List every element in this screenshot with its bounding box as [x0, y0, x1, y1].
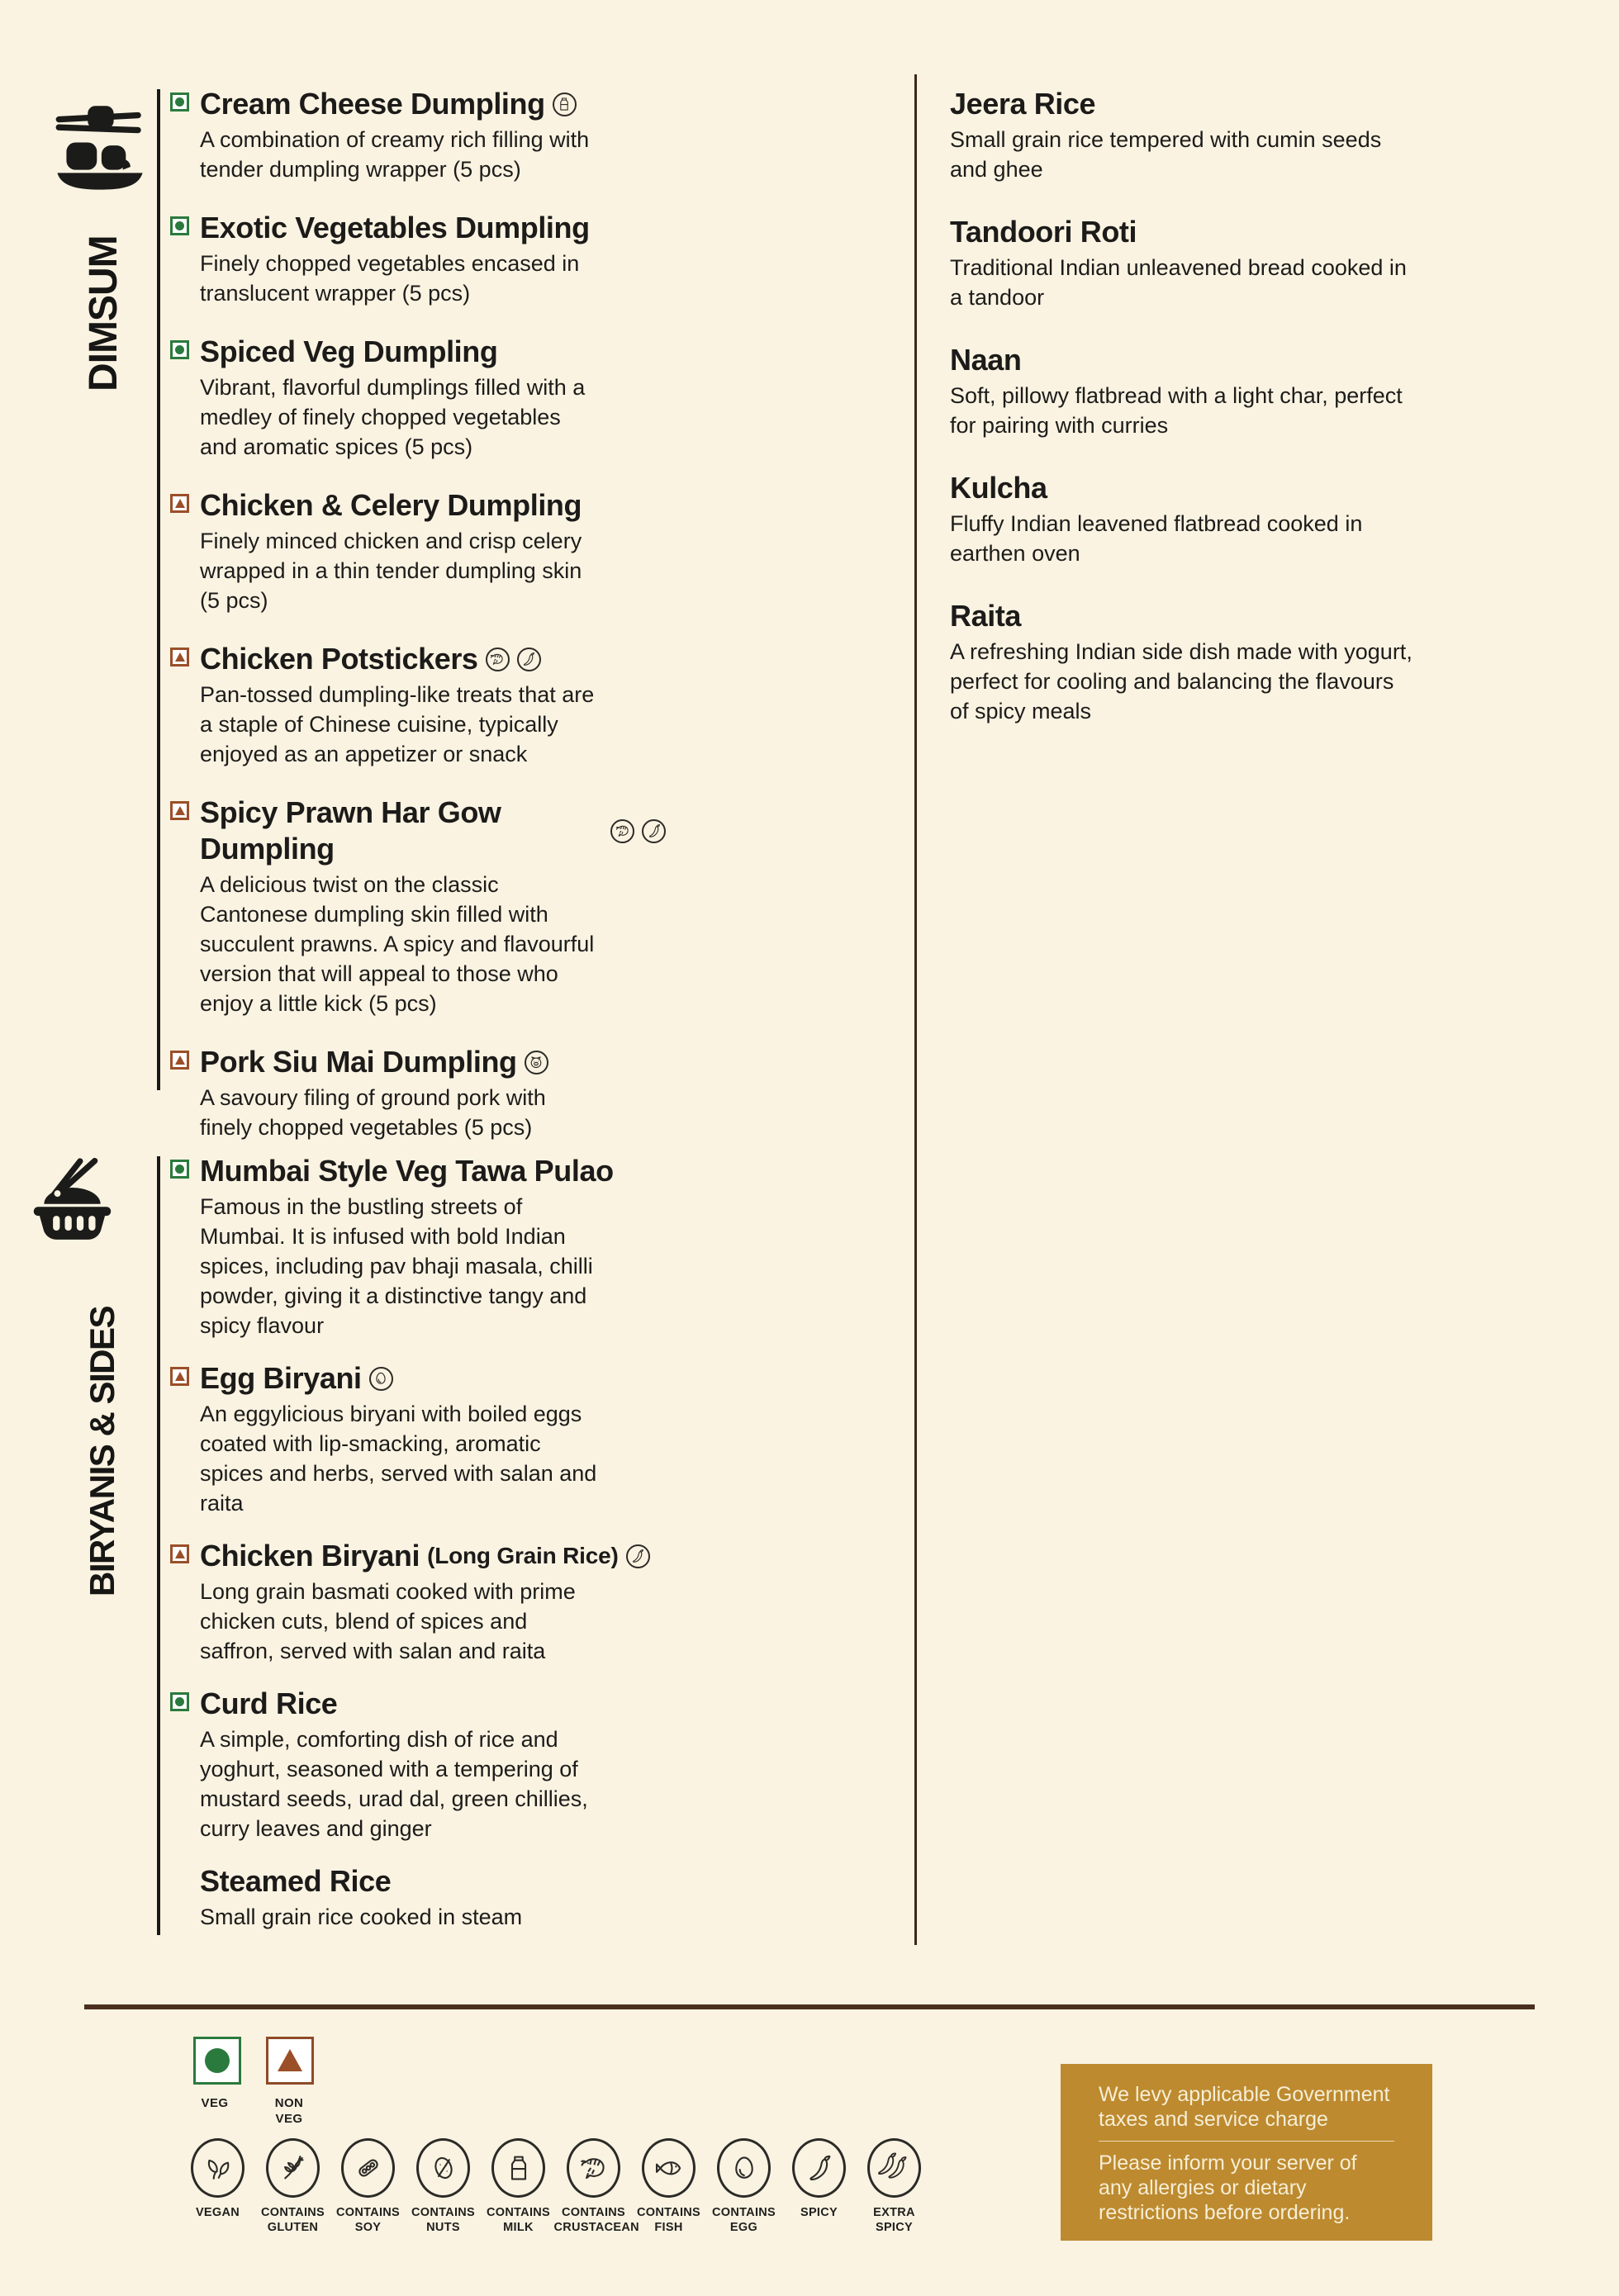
- gluten-icon: [266, 2138, 320, 2198]
- legend-extra-spicy: EXTRA SPICY: [857, 2138, 932, 2235]
- menu-item-raita: [950, 598, 1429, 726]
- note-divider: [1099, 2141, 1394, 2142]
- contains-crustacean-icon: [610, 819, 634, 843]
- allergen-legend: [180, 2138, 932, 2235]
- menu-item-kulcha: [950, 470, 1429, 568]
- non-veg-indicator: [170, 494, 189, 513]
- nuts-icon: [416, 2138, 470, 2198]
- menu-item-naan: [950, 342, 1429, 440]
- item-description: Long grain basmati cooked with prime chicken cuts, blend of spices and saffron, served with salan and raita: [200, 1579, 576, 1663]
- item-name: Chicken Biryani (Long Grain Rice): [200, 1538, 666, 1574]
- legend-contains-crustacean: CONTAINS CRUSTACEAN: [556, 2138, 631, 2235]
- spicy-icon: [642, 819, 666, 843]
- dimsum-items: [170, 86, 666, 1168]
- legend-contains-soy: CONTAINS SOY: [330, 2138, 406, 2235]
- menu-item-steamed-rice: [170, 1863, 666, 1932]
- non-veg-legend-symbol: [266, 2037, 314, 2085]
- menu-item-chicken-potstickers: [170, 641, 666, 769]
- sides-right-items: [950, 86, 1429, 756]
- section-label-dimsum: DIMSUM: [82, 235, 126, 391]
- non-veg-indicator: [170, 1544, 189, 1563]
- menu-item-tandoori-roti: [950, 214, 1429, 312]
- extra-spicy-icon: [867, 2138, 921, 2198]
- legend-spicy: SPICY: [781, 2138, 857, 2235]
- item-name: Egg Biryani: [200, 1360, 666, 1397]
- vegan-icon: [191, 2138, 245, 2198]
- item-description: A refreshing Indian side dish made with yogurt, perfect for cooling and balancing the flavours of spicy meals: [950, 639, 1412, 723]
- dimsum-plate-icon: [51, 101, 149, 193]
- item-description: A simple, comforting dish of rice and yoghurt, seasoned with a tempering of mustard seeds, urad dal, green chillies, curry leaves and ginger: [200, 1727, 588, 1841]
- non-veg-indicator: [170, 801, 189, 820]
- item-description: Vibrant, flavorful dumplings filled with a medley of finely chopped vegetables and aromatic spices (5 pcs): [200, 375, 586, 459]
- dimsum-section-line: [157, 89, 160, 1090]
- spicy-icon: [792, 2138, 846, 2198]
- menu-item-cream-cheese-dumpling: [170, 86, 666, 184]
- menu-item-jeera-rice: [950, 86, 1429, 184]
- biryanis-items: [170, 1153, 666, 1952]
- legend-contains-gluten: CONTAINS GLUTEN: [255, 2138, 330, 2235]
- veg-indicator: [170, 340, 189, 359]
- item-name: Chicken Potstickers: [200, 641, 666, 677]
- egg-icon: [717, 2138, 771, 2198]
- item-name: Exotic Vegetables Dumpling: [200, 211, 590, 244]
- item-subname: (Long Grain Rice): [427, 1543, 619, 1568]
- item-description: Fluffy Indian leavened flatbread cooked in earthen oven: [950, 511, 1363, 566]
- contains-milk-icon: [553, 93, 577, 116]
- soy-icon: [341, 2138, 395, 2198]
- menu-item-curd-rice: [170, 1686, 666, 1843]
- menu-item-spiced-veg-dumpling: [170, 334, 666, 462]
- menu-item-chicken-celery-dumpling: [170, 487, 666, 615]
- menu-item-mumbai-veg-tawa-pulao: [170, 1153, 666, 1340]
- item-name: Chicken & Celery Dumpling: [200, 488, 582, 522]
- veg-indicator: [170, 93, 189, 111]
- item-description: A savoury filing of ground pork with finely chopped vegetables (5 pcs): [200, 1085, 546, 1140]
- item-description: Finely chopped vegetables encased in translucent wrapper (5 pcs): [200, 251, 580, 306]
- right-column-divider: [914, 74, 917, 1945]
- item-description: An eggylicious biryani with boiled eggs coated with lip-smacking, aromatic spices and herbs, served with salan and raita: [200, 1402, 597, 1516]
- item-description: Famous in the bustling streets of Mumbai. It is infused with bold Indian spices, including pav bhaji masala, chilli powder, giving it a distinctive tangy and spicy flavour: [200, 1194, 593, 1338]
- non-veg-legend-label: NON VEG: [274, 2096, 304, 2126]
- tax-note: We levy applicable Government taxes and service charge: [1099, 2083, 1390, 2131]
- item-name: Jeera Rice: [950, 87, 1096, 121]
- item-name: Pork Siu Mai Dumpling: [200, 1044, 666, 1080]
- menu-item-egg-biryani: [170, 1360, 666, 1518]
- veg-indicator: [170, 1160, 189, 1179]
- item-name: Tandoori Roti: [950, 215, 1137, 249]
- veg-indicator: [170, 1692, 189, 1711]
- crustacean-icon: [567, 2138, 620, 2198]
- menu-item-exotic-vegetables-dumpling: [170, 210, 666, 308]
- legend-contains-fish: CONTAINS FISH: [631, 2138, 706, 2235]
- veg-legend-symbol: [193, 2037, 241, 2085]
- contains-pork-icon: [525, 1051, 548, 1074]
- biryanis-section-line: [157, 1156, 160, 1935]
- item-description: Traditional Indian unleavened bread cooked in a tandoor: [950, 255, 1407, 310]
- non-veg-indicator: [170, 648, 189, 667]
- non-veg-indicator: [170, 1051, 189, 1070]
- item-name: Spicy Prawn Har Gow Dumpling: [200, 795, 666, 867]
- item-name: Mumbai Style Veg Tawa Pulao: [200, 1154, 614, 1188]
- fish-icon: [642, 2138, 696, 2198]
- milk-icon: [491, 2138, 545, 2198]
- menu-item-pork-siu-mai: [170, 1044, 666, 1142]
- menu-item-chicken-biryani: [170, 1538, 666, 1666]
- item-description: A delicious twist on the classic Cantonese dumpling skin filled with succulent prawns. A spicy and flavourful version that will appeal to those who enjoy a little kick (5 pcs): [200, 872, 595, 1016]
- spicy-icon: [517, 648, 541, 671]
- allergy-note: Please inform your server of any allergies or dietary restrictions before ordering.: [1099, 2151, 1357, 2224]
- item-description: Pan-tossed dumpling-like treats that are a staple of Chinese cuisine, typically enjoyed as an appetizer or snack: [200, 682, 595, 766]
- item-name: Kulcha: [950, 471, 1047, 505]
- footer-divider: [84, 2004, 1535, 2009]
- spicy-icon: [626, 1544, 650, 1568]
- veg-legend-label: VEG: [201, 2096, 229, 2110]
- item-name: Steamed Rice: [200, 1864, 392, 1898]
- legend-contains-egg: CONTAINS EGG: [706, 2138, 781, 2235]
- section-label-biryanis-and-sides: BIRYANIS & SIDES: [83, 1307, 121, 1597]
- contains-crustacean-icon: [486, 648, 510, 671]
- legend-vegan: VEGAN: [180, 2138, 255, 2235]
- veg-indicator: [170, 216, 189, 235]
- item-description: Finely minced chicken and crisp celery wrapped in a thin tender dumpling skin (5 pcs): [200, 529, 582, 613]
- non-veg-indicator: [170, 1367, 189, 1386]
- item-description: A combination of creamy rich filling with tender dumpling wrapper (5 pcs): [200, 127, 590, 182]
- rice-basket-icon: [25, 1150, 120, 1261]
- legend-contains-nuts: CONTAINS NUTS: [406, 2138, 481, 2235]
- menu-item-spicy-prawn-har-gow: [170, 795, 666, 1018]
- item-name: Naan: [950, 343, 1022, 377]
- item-name: Cream Cheese Dumpling: [200, 86, 666, 122]
- item-description: Small grain rice tempered with cumin seeds and ghee: [950, 127, 1382, 182]
- item-name: Curd Rice: [200, 1686, 338, 1720]
- item-name: Raita: [950, 599, 1022, 633]
- item-name: Spiced Veg Dumpling: [200, 334, 498, 368]
- item-description: Soft, pillowy flatbread with a light char, perfect for pairing with curries: [950, 383, 1403, 438]
- service-note-box: [1061, 2064, 1432, 2241]
- legend-contains-milk: CONTAINS MILK: [481, 2138, 556, 2235]
- item-description: Small grain rice cooked in steam: [200, 1905, 523, 1929]
- contains-egg-icon: [369, 1367, 393, 1391]
